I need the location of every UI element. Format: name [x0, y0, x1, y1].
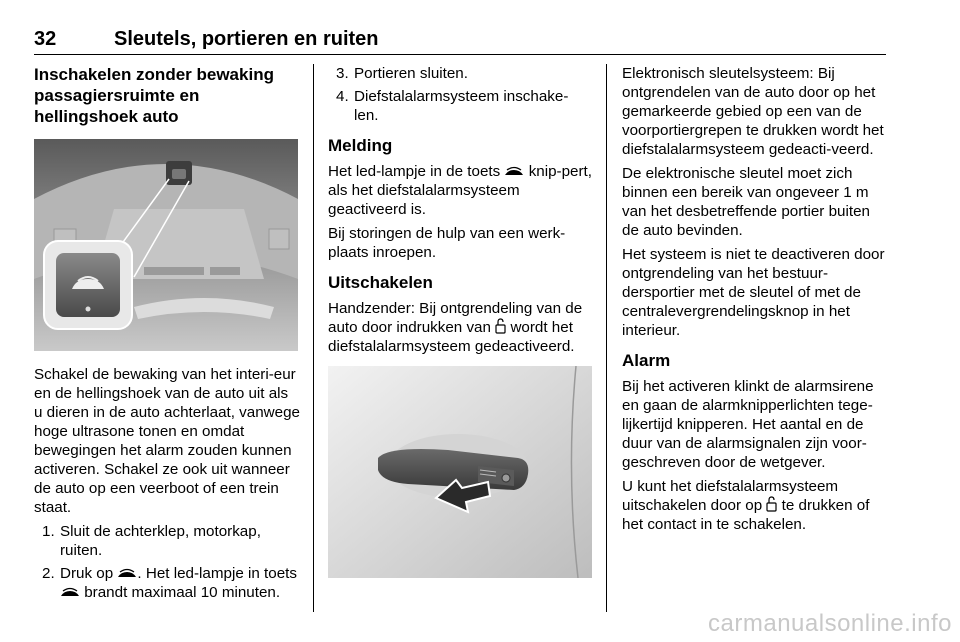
car-tilt-sensor-icon: [60, 587, 80, 599]
uitschakelen-paragraph: Handzender: Bij ontgrendeling van de auto door indrukken van wordt het diefstalalarmsysteem gedeactiveerd.: [328, 300, 583, 355]
watermark: carmanualsonline.info: [708, 610, 952, 637]
keyless-paragraph: Elektronisch sleutelsysteem: Bij ontgrendelen van de auto door op het gemarkeerde gebied op een van de voorportiergrepen te drukken wordt het diefstalalarmsysteem gedeacti-veerd.: [622, 65, 884, 158]
deactivation-note-paragraph: Het systeem is niet te deactiveren door ontgrendeling van het bestuur-dersportier met de sleutel of met de centralevergrendelingsknop in het interieur.: [622, 246, 885, 339]
key-range-paragraph: De elektronische sleutel moet zich binnen een bereik van ongeveer 1 m van het desbetreffende portier buiten de auto bevinden.: [622, 165, 870, 239]
section-heading-uitschakelen: Uitschakelen: [328, 273, 433, 292]
melding-paragraph-1: Het led-lampje in de toets knip-pert, als het diefstalalarmsysteem geactiveerd is.: [328, 163, 592, 218]
column-1: [34, 64, 300, 607]
section-heading-melding: Melding: [328, 136, 393, 155]
alarm-paragraph-2: U kunt het diefstalalarmsysteem uitschakelen door op te drukken of het contact in te schakelen.: [622, 478, 870, 533]
list-item: 2. Druk op . Het led-lampje in toets brandt maximaal 10 minuten.: [42, 565, 297, 601]
section-heading-alarm: Alarm: [622, 351, 671, 370]
car-tilt-sensor-icon: [117, 568, 137, 580]
column-2: [328, 64, 592, 592]
page-header: [34, 28, 886, 55]
column-3: [622, 64, 888, 539]
interior-monitoring-paragraph: Schakel de bewaking van het interi-eur en de hellingshoek van de auto uit als u dieren in de auto achterlaat, vanwege hoge ultrasone tonen en omdat bewegingen het alarm zouden kunnen activeren. Schakel ze ook uit wanneer de auto op een veerboot of een trein staat.: [34, 366, 300, 516]
page-number: 32: [34, 28, 57, 50]
page-title: Sleutels, portieren en ruiten: [114, 28, 379, 50]
interior-sensor-button-illustration: [34, 139, 298, 351]
column-divider-2: [606, 64, 607, 612]
melding-paragraph-2: Bij storingen de hulp van een werk-plaats inroepen.: [328, 225, 566, 261]
alarm-paragraph-1: Bij het activeren klinkt de alarmsirene en gaan de alarmknipperlichten tege-lijkertijd knipperen. Het aantal en de duur van de alarmsignalen zijn voor-geschreven door de wetgever.: [622, 378, 874, 471]
list-item: 3. Portieren sluiten.: [336, 65, 468, 82]
column-divider-1: [313, 64, 314, 612]
unlock-icon: [495, 318, 506, 334]
steps-list-2: [328, 64, 592, 125]
door-handle-illustration: [328, 366, 592, 578]
unlock-icon: [766, 496, 777, 512]
list-item: 1. Sluit de achterklep, motorkap, ruiten.: [42, 523, 261, 559]
list-item: 4. Diefstalalarmsysteem inschake-len.: [336, 88, 569, 124]
car-tilt-sensor-icon: [504, 166, 524, 178]
steps-list-1: [34, 522, 300, 602]
section-heading-inschakelen: Inschakelen zonder bewaking passagiersruimte en hellingshoek auto: [34, 65, 274, 126]
